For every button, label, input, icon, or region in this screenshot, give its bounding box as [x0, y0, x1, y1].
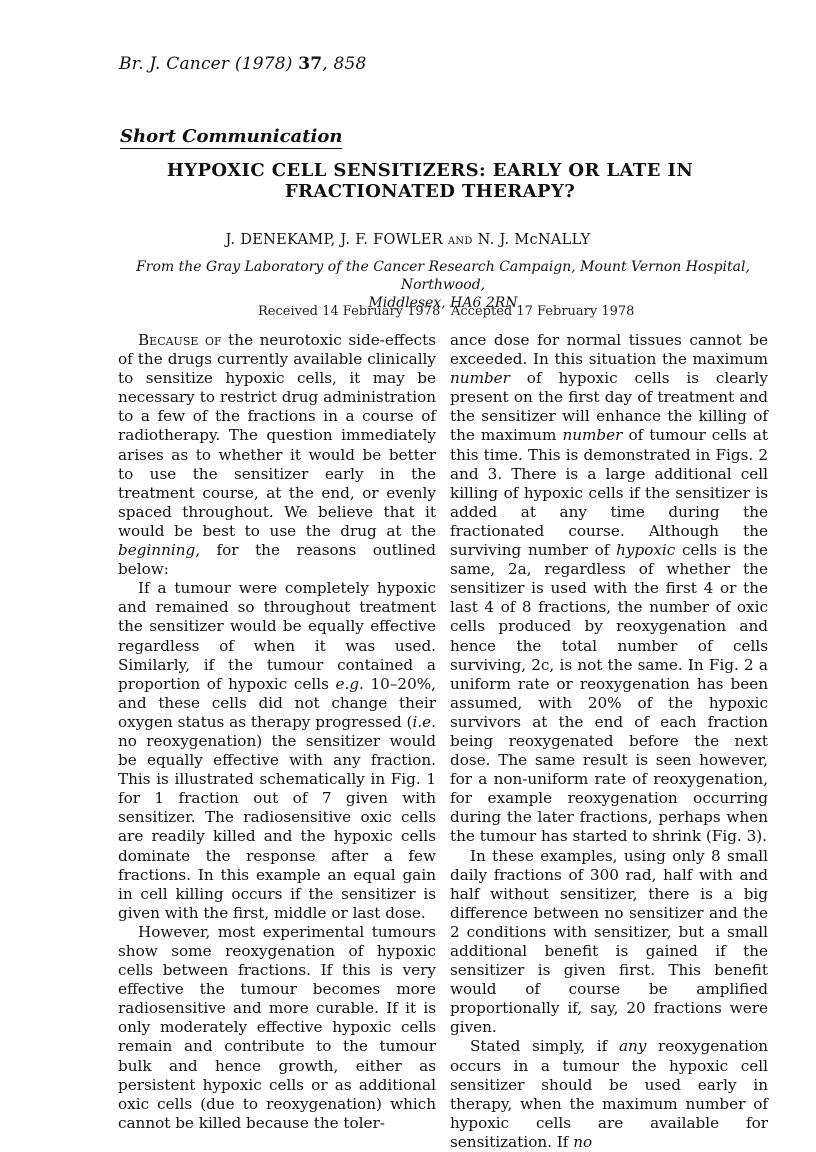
left-column	[118, 331, 436, 1133]
right-column	[450, 331, 768, 1152]
affiliation	[118, 258, 768, 312]
journal-volume: 37	[298, 54, 323, 74]
paragraph-6: Stated simply, if any reoxygenation occurs in a tumour the hypoxic cell sensitizer should be used early in therapy, when the maximum number of hypoxic cells are available for sensitization. If no	[450, 1037, 769, 1151]
journal-citation	[119, 54, 367, 74]
author-names-2: N. J. McNALLY	[477, 232, 591, 248]
paragraph-4: ance dose for normal tissues cannot be exceeded. In this situation the maximum number of hypoxic cells is clearly present on the first day of treatment and the sensitizer will enhance the killing of the maximum number of tumour cells at this time. This is demonstrated in Figs. 2 and 3. There is a large additional cell killing of hypoxic cells if the sensitizer is added at any time during the fractionated course. Although the surviving number of hypoxic cells is the same, 2a, regardless of whether the sensitizer is used with the first 4 or the last 4 of 8 fractions, the number of oxic cells produced by reoxygenation and hence the total number of cells surviving, 2c, is not the same. In Fig. 2 a uniform rate or reoxygenation has been assumed, with 20% of the hypoxic survivors at the end of each fraction being reoxygenated before the next dose. The same result is seen however, for a non-uniform rate of reoxygenation, for example reoxygenation occurring during the later fractions, perhaps when the tumour has started to shrink (Fig. 3).	[450, 331, 768, 846]
authors	[0, 232, 816, 248]
paragraph-2: If a tumour were completely hypoxic and remained so throughout treatment the sensitizer would be equally effective regardless of when it was used. Similarly, if the tumour contained a proportion of hypoxic cells e.g. 10–20%, and these cells did not change their oxygen status as therapy progressed (i.e. no reoxygenation) the sensitizer would be equally effective with any fraction. This is illustrated schematically in Fig. 1 for 1 fraction out of 7 given with sensitizer. The radiosensitive oxic cells are readily killed and the hypoxic cells dominate the response after a few fractions. In this example an equal gain in cell killing occurs if the sensitizer is given with the first, middle or last dose.	[118, 579, 436, 922]
journal-year: (1978)	[234, 54, 293, 74]
author-names-1: J. DENEKAMP, J. F. FOWLER	[225, 232, 443, 248]
received-date: Received 14 February 1978	[258, 304, 441, 319]
paragraph-5: In these examples, using only 8 small daily fractions of 300 rad, half with and half without sensitizer, there is a big difference between no sensitizer and the 2 conditions with sensitizer, but a small additional benefit is gained if the sensitizer is given first. This benefit would of course be amplified proportionally if, say, 20 fractions were given.	[450, 846, 768, 1037]
affiliation-line-2: Middlesex, HA6 2RN	[368, 295, 518, 311]
journal-name: Br. J. Cancer	[119, 54, 230, 74]
author-and: and	[447, 232, 473, 248]
paragraph-3: However, most experimental tumours show some reoxygenation of hypoxic cells between fractions. If this is very effective the tumour becomes more radiosensitive and more curable. If it is only moderately effective hypoxic cells remain and contribute to the tumour bulk and hence growth, either as persistent hypoxic cells or as additional oxic cells (due to reoxygenation) which cannot be killed because the toler-	[118, 922, 436, 1132]
paragraph-1: Because of the neurotoxic side-effects of the drugs currently available clinically to sensitize hypoxic cells, it may be necessary to restrict drug administration to a few of the fractions in a course of radiotherapy. The question immediately arises as to whether it would be better to use the sensitizer early in the treatment course, at the end, or evenly spaced throughout. We believe that it would be best to use the drug at the beginning, for the reasons outlined below:	[118, 331, 436, 579]
title-line-1: HYPOXIC CELL SENSITIZERS: EARLY OR LATE IN	[166, 160, 694, 181]
section-label: Short Communication	[120, 126, 343, 147]
title-line-2: FRACTIONATED THERAPY?	[284, 181, 576, 202]
article-title	[160, 160, 700, 202]
accepted-date: Accepted 17 February 1978	[451, 304, 635, 319]
journal-page: , 858	[322, 54, 367, 74]
affiliation-line-1: From the Gray Laboratory of the Cancer Research Campaign, Mount Vernon Hospital, Northwood,	[136, 259, 750, 293]
lead-in: Because of	[138, 331, 222, 349]
